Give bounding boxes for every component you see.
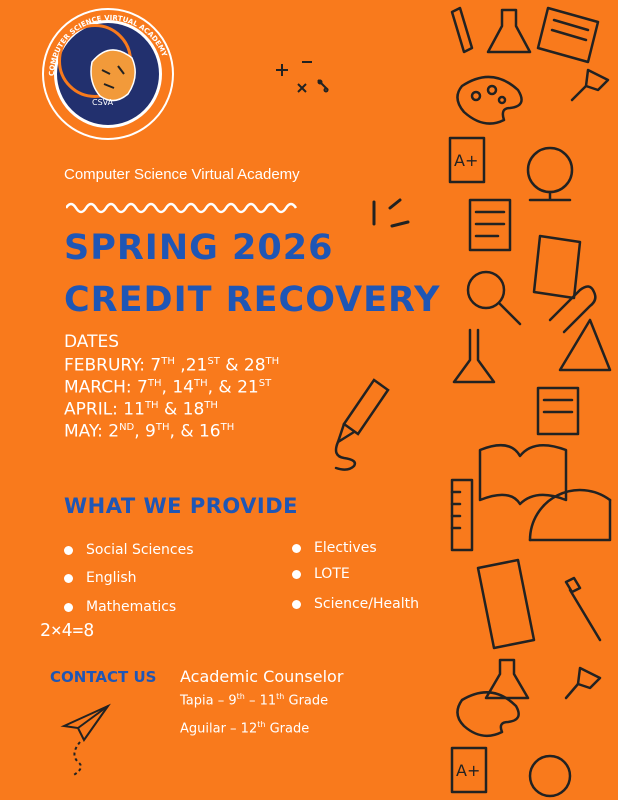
logo-ring-text	[44, 10, 176, 142]
dates-may: MAY: 2ND, 9TH, & 16TH	[64, 421, 235, 442]
title-line-2: CREDIT RECOVERY	[64, 280, 441, 320]
emphasis-strokes	[368, 198, 418, 248]
academy-name: Computer Science Virtual Academy	[64, 166, 300, 183]
provide-item-science-health: Science/Health	[314, 596, 419, 612]
provide-item-english: English	[86, 570, 137, 586]
provide-item-electives: Electives	[314, 540, 377, 556]
svg-text:A+: A+	[456, 761, 481, 780]
pencil-doodle-icon	[326, 372, 396, 472]
counselor-aguilar: Aguilar – 12th Grade	[180, 720, 310, 737]
svg-text:COMPUTER SCIENCE VIRTUAL ACADE: COMPUTER SCIENCE VIRTUAL ACADEMY	[47, 13, 169, 77]
dates-march: MARCH: 7TH, 14TH, & 21ST	[64, 377, 272, 398]
math-symbols-doodle	[268, 52, 338, 102]
provide-item-social-sciences: Social Sciences	[86, 542, 194, 558]
academy-logo	[42, 8, 174, 140]
dates-february: FEBRURY: 7TH ,21ST & 28TH	[64, 355, 280, 376]
provide-item-mathematics: Mathematics	[86, 599, 177, 615]
provide-heading: WHAT WE PROVIDE	[64, 494, 299, 518]
math-doodle: 2×4=8	[40, 620, 95, 641]
school-supplies-doodles	[440, 0, 618, 800]
dates-april: APRIL: 11TH & 18TH	[64, 399, 218, 420]
svg-text:A+: A+	[454, 151, 479, 170]
dates-heading: DATES	[64, 332, 120, 352]
provide-item-lote: LOTE	[314, 566, 350, 582]
logo-abbreviation: CSVA	[92, 98, 114, 107]
title-line-1: SPRING 2026	[64, 228, 334, 268]
contact-heading: CONTACT US	[50, 668, 157, 686]
counselor-tapia: Tapia – 9th – 11th Grade	[180, 692, 329, 709]
counselor-role: Academic Counselor	[180, 667, 344, 686]
paper-plane-icon	[58, 700, 118, 780]
wavy-divider	[66, 198, 306, 218]
